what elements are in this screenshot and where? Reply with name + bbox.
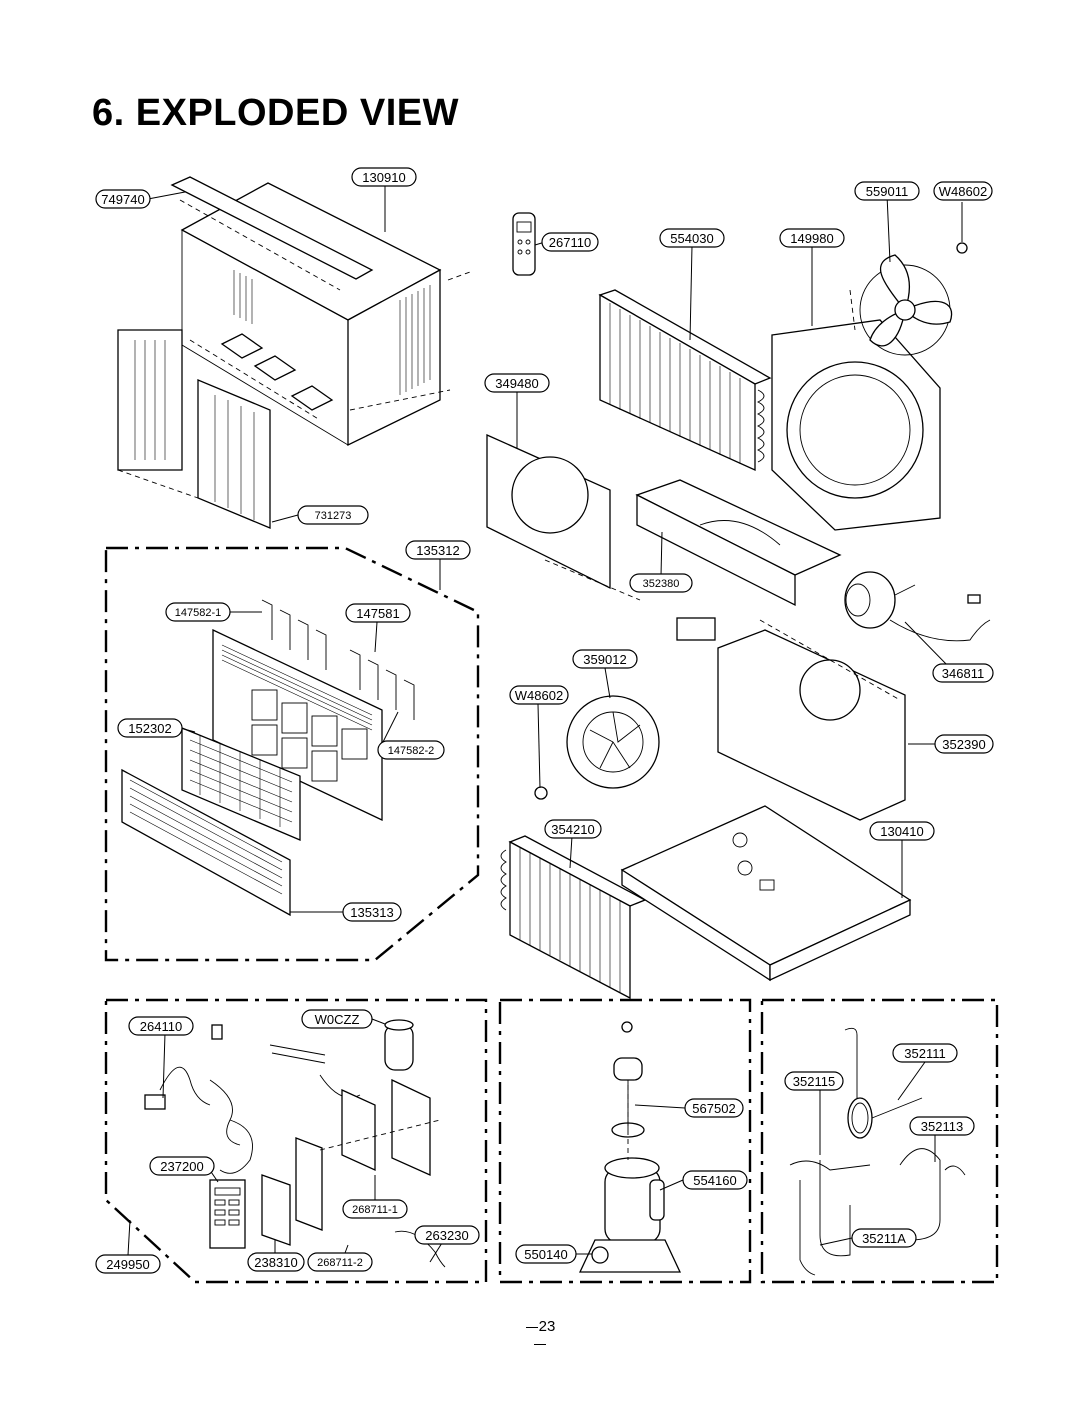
blower-wheel-drawing bbox=[535, 696, 659, 799]
page-number-text: 23 bbox=[538, 1318, 556, 1335]
svg-text:238310: 238310 bbox=[254, 1255, 298, 1270]
svg-text:147582-1: 147582-1 bbox=[174, 607, 222, 619]
svg-text:346811: 346811 bbox=[941, 666, 985, 681]
part-label-359012 bbox=[573, 650, 637, 668]
part-label-147582-1 bbox=[166, 603, 230, 621]
svg-text:554030: 554030 bbox=[670, 231, 714, 246]
part-label-147581 bbox=[346, 604, 410, 622]
fan-shroud-drawing bbox=[772, 290, 940, 530]
part-label-135312 bbox=[406, 541, 470, 559]
part-label-267110 bbox=[542, 233, 598, 251]
part-label-264110 bbox=[129, 1017, 193, 1035]
barrier-panel-drawing bbox=[487, 435, 640, 600]
svg-text:249950: 249950 bbox=[106, 1257, 150, 1272]
page-number bbox=[518, 1318, 562, 1352]
svg-text:349480: 349480 bbox=[495, 376, 539, 391]
part-label-749740 bbox=[96, 190, 150, 208]
part-label-346811 bbox=[933, 664, 993, 682]
svg-text:554160: 554160 bbox=[693, 1173, 737, 1188]
svg-text:130910: 130910 bbox=[362, 170, 406, 185]
svg-text:35211A: 35211A bbox=[862, 1231, 906, 1246]
part-label-554160 bbox=[683, 1171, 747, 1189]
electrical-parts-drawing bbox=[145, 1020, 445, 1267]
svg-text:237200: 237200 bbox=[160, 1159, 204, 1174]
svg-text:731273: 731273 bbox=[314, 510, 352, 522]
svg-text:352115: 352115 bbox=[792, 1074, 836, 1089]
part-label-352115 bbox=[785, 1072, 843, 1090]
part-label-352113 bbox=[910, 1117, 974, 1135]
part-label-w48602-blower bbox=[510, 686, 568, 704]
fan-motor-drawing bbox=[845, 572, 990, 641]
svg-text:152302: 152302 bbox=[128, 721, 172, 736]
svg-text:264110: 264110 bbox=[139, 1019, 183, 1034]
part-label-249950 bbox=[96, 1255, 160, 1273]
svg-text:135312: 135312 bbox=[416, 543, 460, 558]
svg-text:550140: 550140 bbox=[524, 1247, 568, 1262]
svg-text:135313: 135313 bbox=[350, 905, 394, 920]
svg-text:149980: 149980 bbox=[790, 231, 834, 246]
part-label-352380 bbox=[630, 574, 692, 592]
part-label-238310 bbox=[248, 1253, 304, 1271]
part-label-147582-2 bbox=[378, 741, 444, 759]
part-label-731273 bbox=[298, 506, 368, 524]
part-label-237200 bbox=[150, 1157, 214, 1175]
svg-text:352113: 352113 bbox=[920, 1119, 964, 1134]
condenser-fan-drawing bbox=[860, 243, 967, 355]
svg-text:W0CZZ: W0CZZ bbox=[314, 1012, 360, 1027]
part-label-550140 bbox=[516, 1245, 576, 1263]
base-pan-drawing bbox=[622, 806, 910, 980]
part-label-559011 bbox=[855, 182, 919, 200]
svg-text:W48602: W48602 bbox=[938, 184, 988, 199]
part-label-152302 bbox=[118, 719, 182, 737]
svg-text:268711-1: 268711-1 bbox=[352, 1204, 398, 1216]
condenser-coil-drawing bbox=[501, 836, 645, 998]
part-label-554030 bbox=[660, 229, 724, 247]
svg-text:359012: 359012 bbox=[583, 652, 627, 667]
svg-text:567502: 567502 bbox=[692, 1101, 736, 1116]
part-label-349480 bbox=[485, 374, 549, 392]
svg-text:352390: 352390 bbox=[942, 737, 986, 752]
svg-text:130410: 130410 bbox=[880, 824, 924, 839]
svg-text:352111: 352111 bbox=[904, 1046, 946, 1061]
svg-text:263230: 263230 bbox=[425, 1228, 469, 1243]
part-label-268711-2 bbox=[308, 1253, 372, 1271]
svg-text:268711-2: 268711-2 bbox=[317, 1257, 363, 1269]
svg-text:352380: 352380 bbox=[642, 578, 680, 590]
part-label-352111 bbox=[893, 1044, 957, 1062]
part-label-135313 bbox=[343, 903, 401, 921]
svg-text:749740: 749740 bbox=[101, 192, 145, 207]
part-label-149980 bbox=[780, 229, 844, 247]
svg-text:147582-2: 147582-2 bbox=[387, 745, 435, 757]
compressor-drawing bbox=[580, 1022, 680, 1272]
part-label-268711-1 bbox=[343, 1200, 407, 1218]
part-label-130410 bbox=[870, 822, 934, 840]
part-label-130910 bbox=[352, 168, 416, 186]
evaporator-drawing bbox=[600, 290, 770, 470]
scroll-housing-drawing bbox=[677, 618, 905, 820]
svg-text:354210: 354210 bbox=[551, 822, 595, 837]
part-label-w48602-top bbox=[934, 182, 992, 200]
page-title: 6. EXPLODED VIEW bbox=[92, 92, 459, 134]
svg-text:W48602: W48602 bbox=[514, 688, 564, 703]
part-label-263230 bbox=[415, 1226, 479, 1244]
part-label-354210 bbox=[545, 820, 601, 838]
remote-control-drawing bbox=[513, 213, 535, 275]
part-label-352390 bbox=[935, 735, 993, 753]
part-label-w0czz bbox=[302, 1010, 372, 1028]
part-label-567502 bbox=[685, 1099, 743, 1117]
part-label-35211a bbox=[852, 1229, 916, 1247]
svg-text:559011: 559011 bbox=[865, 184, 909, 199]
svg-text:147581: 147581 bbox=[356, 606, 400, 621]
svg-text:267110: 267110 bbox=[548, 235, 592, 250]
side-curtain-drawing bbox=[118, 330, 270, 528]
